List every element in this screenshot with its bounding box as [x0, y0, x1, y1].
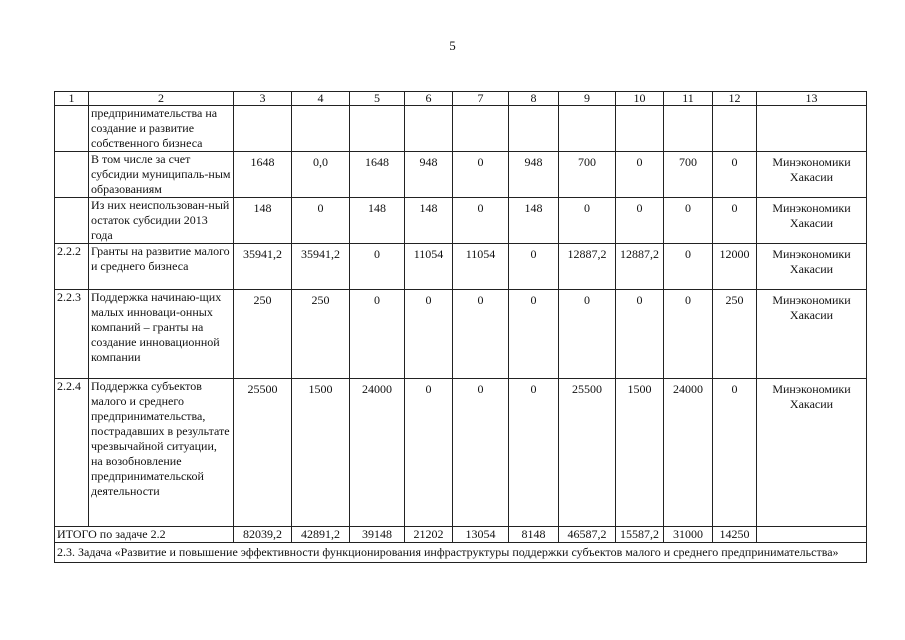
row-value — [234, 106, 292, 152]
table-row — [55, 106, 867, 152]
row-value: 25500 — [234, 379, 292, 527]
row-value: 0 — [616, 198, 664, 244]
row-value: 0 — [405, 290, 453, 379]
row-id: 2.2.3 — [55, 290, 89, 379]
column-header: 11 — [664, 92, 713, 106]
task-note: 2.3. Задача «Развитие и повышение эффективности функционирования инфраструктуры поддержки субъектов малого и среднего предпринимательства» — [55, 543, 867, 563]
row-executor — [757, 106, 867, 152]
row-value: 24000 — [350, 379, 405, 527]
row-value: 1500 — [292, 379, 350, 527]
total-value: 42891,2 — [292, 527, 350, 543]
row-name: Гранты на развитие малого и среднего бизнеса — [89, 244, 234, 290]
row-value — [350, 106, 405, 152]
row-value: 148 — [234, 198, 292, 244]
row-value — [713, 106, 757, 152]
row-value: 0 — [713, 198, 757, 244]
column-header: 3 — [234, 92, 292, 106]
row-value: 0,0 — [292, 152, 350, 198]
row-value: 11054 — [405, 244, 453, 290]
column-header: 1 — [55, 92, 89, 106]
total-value: 82039,2 — [234, 527, 292, 543]
row-value: 700 — [664, 152, 713, 198]
row-value: 12887,2 — [616, 244, 664, 290]
row-value: 0 — [616, 290, 664, 379]
column-header: 5 — [350, 92, 405, 106]
row-value: 24000 — [664, 379, 713, 527]
row-value: 148 — [509, 198, 559, 244]
row-executor: Минэкономики Хакасии — [757, 244, 867, 290]
column-header: 10 — [616, 92, 664, 106]
row-name: предпринимательства на создание и развитие собственного бизнеса — [89, 106, 234, 152]
row-value: 148 — [350, 198, 405, 244]
row-value — [559, 106, 616, 152]
total-value: 8148 — [509, 527, 559, 543]
row-value: 12887,2 — [559, 244, 616, 290]
column-header: 8 — [509, 92, 559, 106]
total-value: 14250 — [713, 527, 757, 543]
row-value: 0 — [405, 379, 453, 527]
row-value: 25500 — [559, 379, 616, 527]
total-value: 21202 — [405, 527, 453, 543]
row-value: 148 — [405, 198, 453, 244]
column-number-row — [55, 92, 867, 106]
row-value — [405, 106, 453, 152]
row-value — [453, 106, 509, 152]
total-row — [55, 527, 867, 543]
row-value — [509, 106, 559, 152]
table-row — [55, 198, 867, 244]
column-header: 6 — [405, 92, 453, 106]
row-value: 35941,2 — [234, 244, 292, 290]
row-id — [55, 152, 89, 198]
budget-table — [54, 91, 867, 563]
row-executor: Минэкономики Хакасии — [757, 290, 867, 379]
row-value: 0 — [664, 290, 713, 379]
page-number: 5 — [449, 38, 456, 53]
row-value: 35941,2 — [292, 244, 350, 290]
row-value: 0 — [350, 244, 405, 290]
column-header: 13 — [757, 92, 867, 106]
row-value: 0 — [664, 244, 713, 290]
row-value: 0 — [509, 290, 559, 379]
row-executor: Минэкономики Хакасии — [757, 152, 867, 198]
row-id — [55, 198, 89, 244]
row-name: Из них неиспользован-ный остаток субсидии 2013 года — [89, 198, 234, 244]
row-value: 0 — [509, 244, 559, 290]
row-value: 0 — [664, 198, 713, 244]
row-value: 0 — [453, 198, 509, 244]
row-value: 0 — [713, 379, 757, 527]
row-value: 700 — [559, 152, 616, 198]
column-header: 4 — [292, 92, 350, 106]
row-value: 0 — [453, 379, 509, 527]
column-header: 7 — [453, 92, 509, 106]
total-value: 31000 — [664, 527, 713, 543]
row-value: 1648 — [234, 152, 292, 198]
total-value: 15587,2 — [616, 527, 664, 543]
total-value: 46587,2 — [559, 527, 616, 543]
row-value: 250 — [292, 290, 350, 379]
row-value: 0 — [559, 290, 616, 379]
row-id: 2.2.2 — [55, 244, 89, 290]
table-row — [55, 152, 867, 198]
row-value: 948 — [509, 152, 559, 198]
row-value: 0 — [453, 290, 509, 379]
row-value: 0 — [713, 152, 757, 198]
row-value: 0 — [509, 379, 559, 527]
row-id: 2.2.4 — [55, 379, 89, 527]
row-executor: Минэкономики Хакасии — [757, 379, 867, 527]
row-value: 0 — [453, 152, 509, 198]
row-value: 0 — [616, 152, 664, 198]
table-body — [55, 106, 867, 527]
table-row — [55, 379, 867, 527]
row-value: 11054 — [453, 244, 509, 290]
row-value: 0 — [350, 290, 405, 379]
row-value: 948 — [405, 152, 453, 198]
total-executor — [757, 527, 867, 543]
total-label: ИТОГО по задаче 2.2 — [55, 527, 234, 543]
total-value: 39148 — [350, 527, 405, 543]
row-id — [55, 106, 89, 152]
row-value: 250 — [713, 290, 757, 379]
row-value — [664, 106, 713, 152]
row-name: В том числе за счет субсидии муниципаль-ным образованиям — [89, 152, 234, 198]
row-name: Поддержка начинаю-щих малых инноваци-онных компаний – гранты на создание инновационной компании — [89, 290, 234, 379]
row-value: 250 — [234, 290, 292, 379]
column-header: 12 — [713, 92, 757, 106]
table-row — [55, 290, 867, 379]
table-row — [55, 244, 867, 290]
task-note-row — [55, 543, 867, 563]
row-value: 0 — [292, 198, 350, 244]
row-value: 1500 — [616, 379, 664, 527]
row-value — [616, 106, 664, 152]
column-header: 9 — [559, 92, 616, 106]
row-name: Поддержка субъектов малого и среднего предпринимательства, пострадавших в результате чрезвычайной ситуации, на возобновление предпринимательской деятельности — [89, 379, 234, 527]
row-value: 0 — [559, 198, 616, 244]
row-value: 12000 — [713, 244, 757, 290]
row-value: 1648 — [350, 152, 405, 198]
column-header: 2 — [89, 92, 234, 106]
row-executor: Минэкономики Хакасии — [757, 198, 867, 244]
total-value: 13054 — [453, 527, 509, 543]
row-value — [292, 106, 350, 152]
